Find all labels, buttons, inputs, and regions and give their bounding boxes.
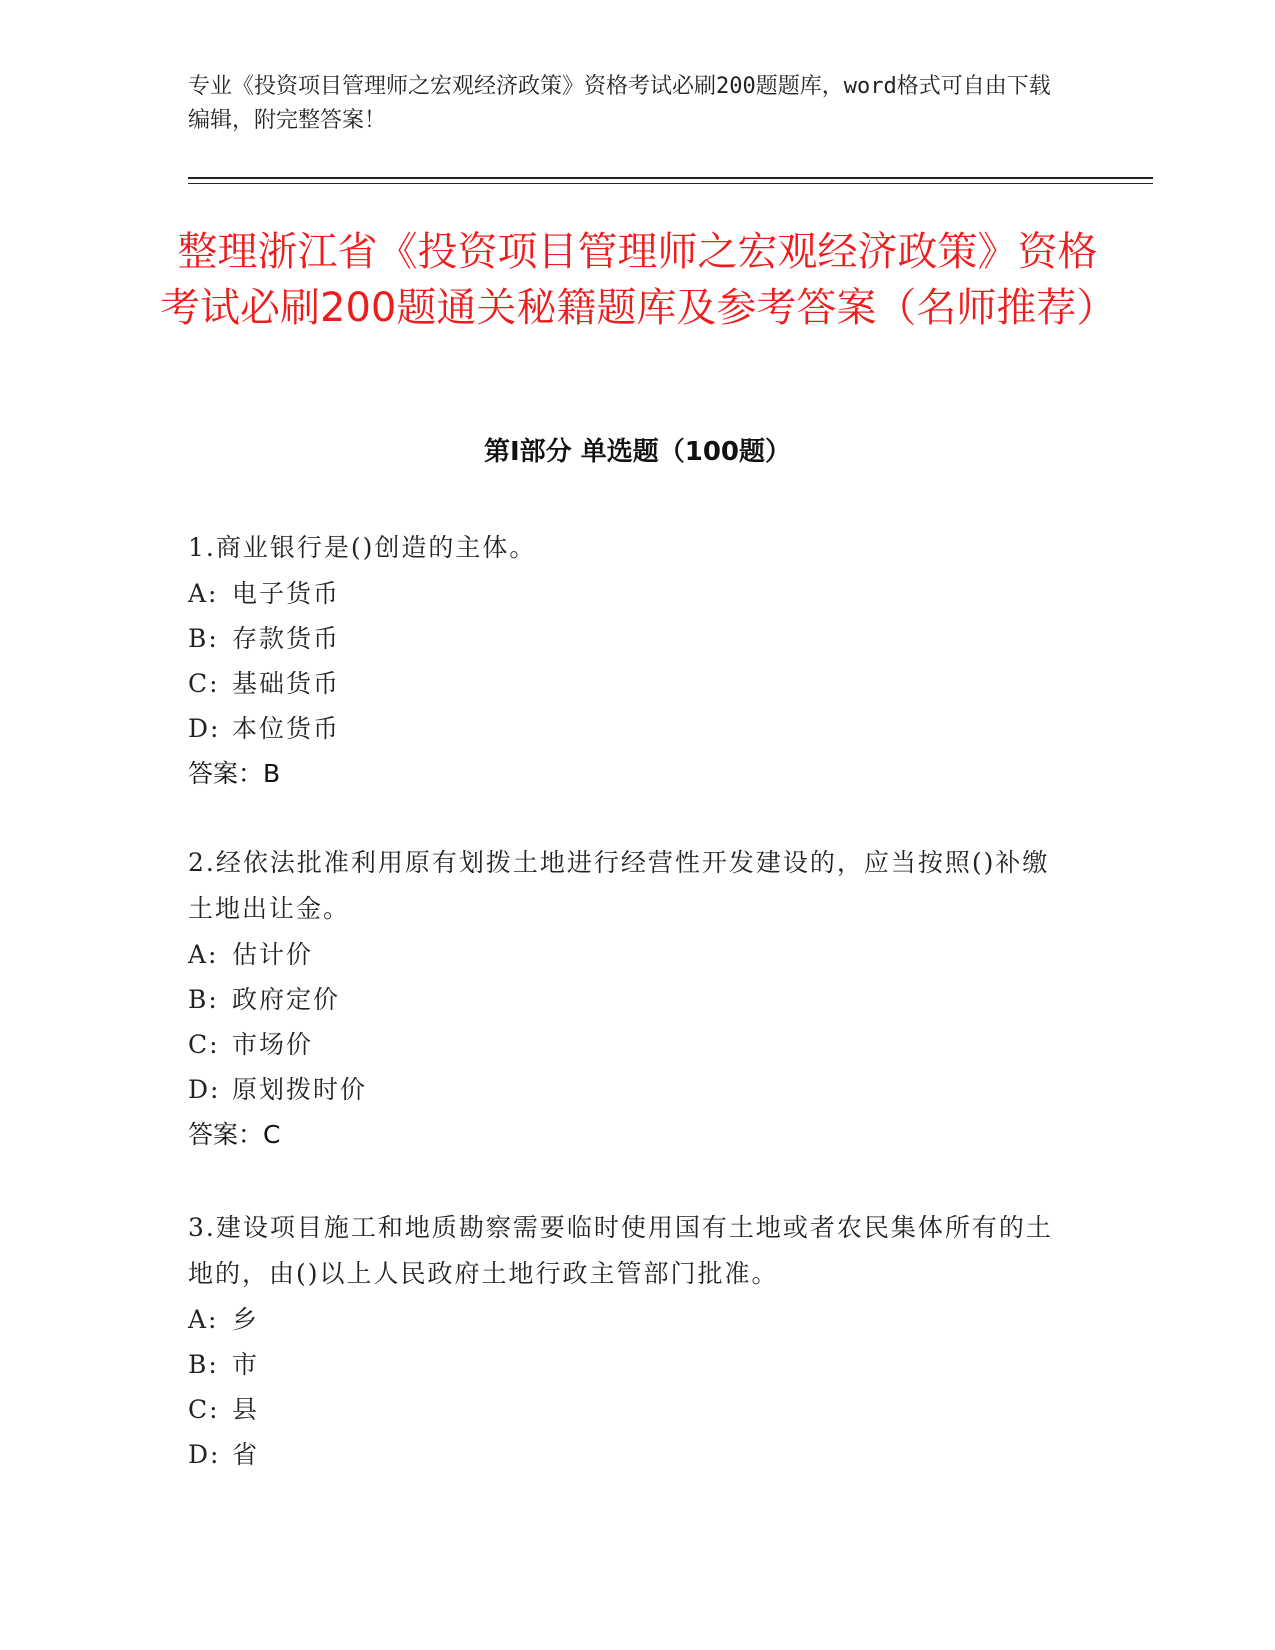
option-a bbox=[188, 1297, 1068, 1342]
header-rule-thin bbox=[188, 183, 1153, 184]
option-d bbox=[188, 1432, 1068, 1477]
question-1 bbox=[188, 525, 1068, 797]
question-stem: 2.经依法批准利用原有划拨土地进行经营性开发建设的，应当按照()补缴土地出让金。 bbox=[188, 848, 1050, 923]
option-key: A: bbox=[188, 1305, 219, 1334]
option-key: C: bbox=[188, 669, 220, 698]
document-title: 整理浙江省《投资项目管理师之宏观经济政策》资格考试必刷200题通关秘籍题库及参考答案（名师推荐） bbox=[160, 229, 1117, 331]
option-text: 估计价 bbox=[232, 940, 314, 969]
option-key: C: bbox=[188, 1030, 220, 1059]
option-text: 市场价 bbox=[232, 1030, 314, 1059]
option-text: 原划拨时价 bbox=[232, 1075, 368, 1104]
option-text: 本位货币 bbox=[232, 714, 341, 743]
question-stem: 1.商业银行是()创造的主体。 bbox=[188, 533, 537, 562]
option-a bbox=[188, 571, 1068, 616]
option-key: C: bbox=[188, 1395, 220, 1424]
option-text: 乡 bbox=[232, 1305, 260, 1334]
option-key: B: bbox=[188, 1350, 219, 1379]
option-d bbox=[188, 1067, 1068, 1112]
option-text: 存款货币 bbox=[232, 624, 341, 653]
option-key: D: bbox=[188, 1075, 221, 1104]
option-text: 县 bbox=[232, 1395, 260, 1424]
question-stem: 3.建设项目施工和地质勘察需要临时使用国有土地或者农民集体所有的土地的，由()以上人民政府土地行政主管部门批准。 bbox=[188, 1213, 1053, 1288]
option-key: A: bbox=[188, 940, 219, 969]
answer-line: 答案：C bbox=[188, 1120, 281, 1149]
option-text: 电子货币 bbox=[232, 579, 341, 608]
option-d bbox=[188, 706, 1068, 751]
option-key: A: bbox=[188, 579, 219, 608]
answer-line: 答案：B bbox=[188, 759, 281, 788]
option-c bbox=[188, 1022, 1068, 1067]
option-key: D: bbox=[188, 714, 221, 743]
option-key: D: bbox=[188, 1440, 221, 1469]
option-b bbox=[188, 616, 1068, 661]
header-note: 专业《投资项目管理师之宏观经济政策》资格考试必刷200题题库，word格式可自由下载编辑，附完整答案！ bbox=[188, 74, 1051, 133]
option-a bbox=[188, 932, 1068, 977]
option-text: 市 bbox=[232, 1350, 260, 1379]
option-key: B: bbox=[188, 624, 219, 653]
section-title: 第I部分 单选题（100题） bbox=[484, 437, 791, 467]
question-3 bbox=[188, 1205, 1068, 1477]
option-text: 政府定价 bbox=[232, 985, 341, 1014]
question-2 bbox=[188, 840, 1068, 1158]
option-c bbox=[188, 1387, 1068, 1432]
option-b bbox=[188, 977, 1068, 1022]
option-key: B: bbox=[188, 985, 219, 1014]
option-b bbox=[188, 1342, 1068, 1387]
header-rule-thick bbox=[188, 177, 1153, 179]
option-c bbox=[188, 661, 1068, 706]
option-text: 基础货币 bbox=[232, 669, 341, 698]
option-text: 省 bbox=[232, 1440, 260, 1469]
